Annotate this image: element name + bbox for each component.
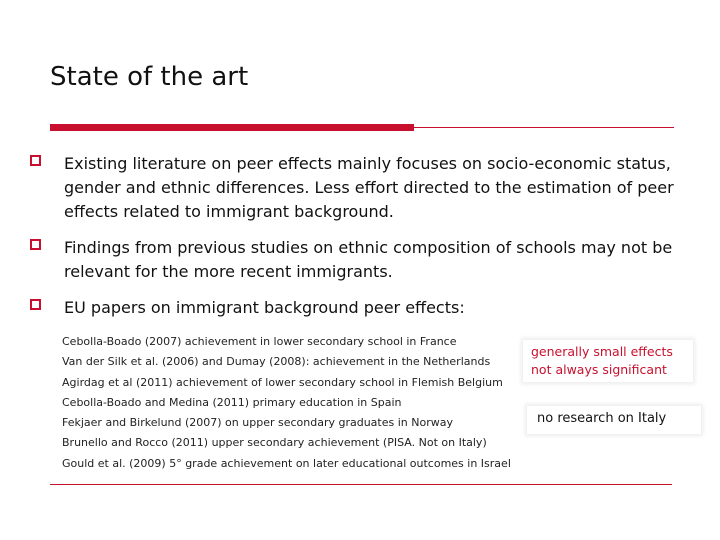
reference-item: Brunello and Rocco (2011) upper secondary achievement (PISA. Not on Italy) <box>62 436 487 450</box>
bullet-item <box>30 236 690 284</box>
title-underline-thin <box>414 127 674 128</box>
square-bullet-icon <box>30 239 41 250</box>
reference-list <box>62 332 532 474</box>
bullet-text: Existing literature on peer effects mainly focuses on socio-economic status, gender and ethnic differences. Less effort directed to the estimation of peer effects related to immigrant background. <box>64 154 674 221</box>
bullet-text: Findings from previous studies on ethnic composition of schools may not be relevant for the more recent immigrants. <box>64 238 673 281</box>
reference-item: Gould et al. (2009) 5° grade achievement on later educational outcomes in Israel <box>62 456 511 470</box>
bullet-item <box>30 152 690 224</box>
square-bullet-icon <box>30 155 41 166</box>
findings-callout <box>523 340 693 382</box>
reference-item: Van der Silk et al. (2006) and Dumay (2008): achievement in the Netherlands <box>62 355 491 369</box>
title-underline-thick <box>50 124 414 131</box>
findings-line-1: generally small effects <box>531 344 673 359</box>
research-gap-callout: no research on Italy <box>527 406 701 434</box>
square-bullet-icon <box>30 299 41 310</box>
reference-item: Fekjaer and Birkelund (2007) on upper secondary graduates in Norway <box>62 416 453 430</box>
bullet-item <box>30 296 690 320</box>
bullet-text: EU papers on immigrant background peer effects: <box>64 298 465 317</box>
reference-item: Agirdag et al (2011) achievement of lower secondary school in Flemish Belgium <box>62 375 503 389</box>
footer-divider <box>50 484 672 485</box>
findings-line-2: not always significant <box>531 362 667 377</box>
slide-title: State of the art <box>50 62 249 92</box>
reference-item: Cebolla-Boado (2007) achievement in lower secondary school in France <box>62 335 457 348</box>
reference-item: Cebolla-Boado and Medina (2011) primary education in Spain <box>62 395 402 409</box>
